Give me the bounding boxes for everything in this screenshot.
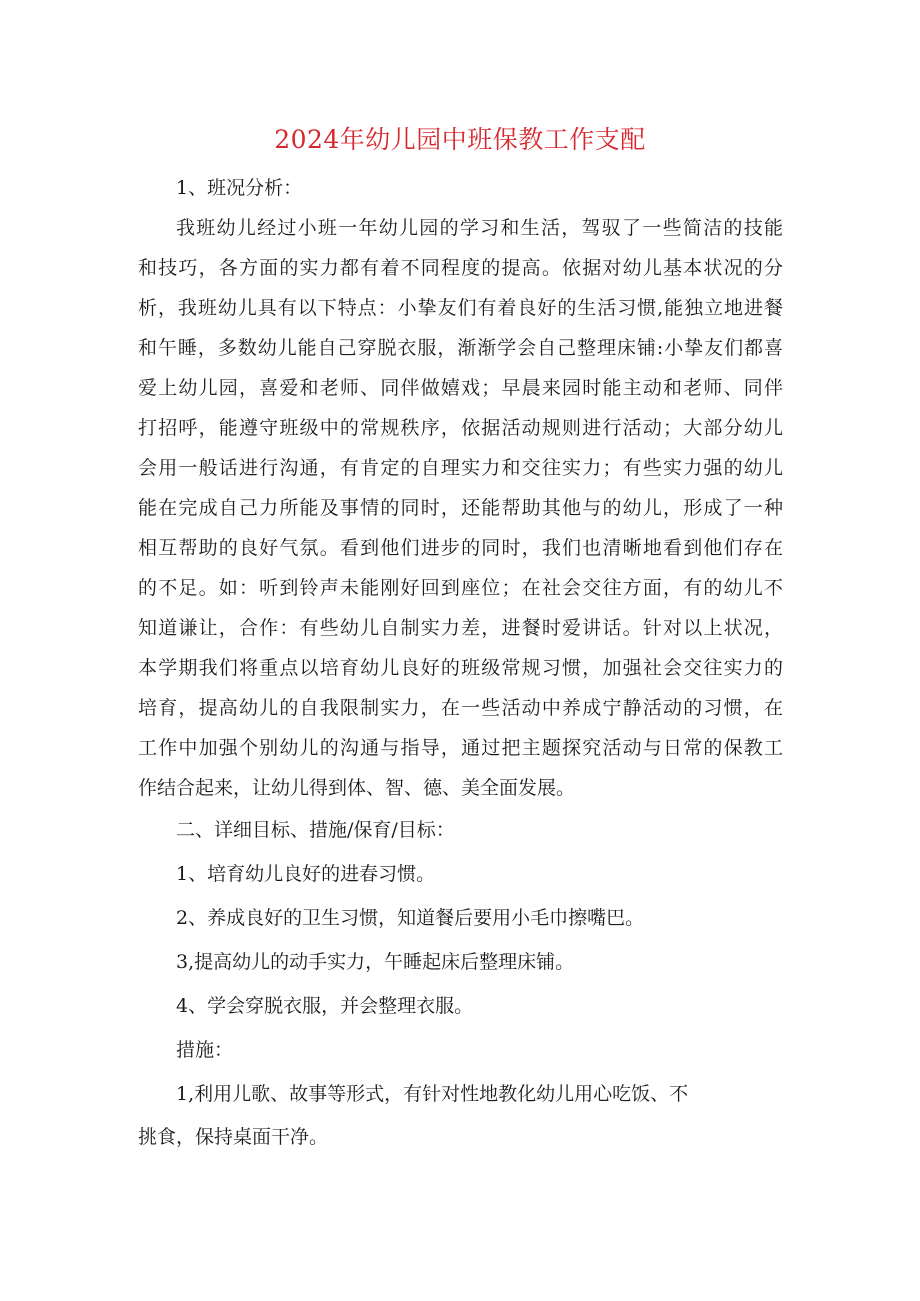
measure-line: 1,利用儿歌、故事等形式，有针对性地教化幼儿用心吃饭、不 (176, 1083, 689, 1105)
document-body (138, 168, 783, 1158)
measures-heading: 措施： (176, 1039, 234, 1061)
list-item: 4、学会穿脱衣服，并会整理衣服。 (176, 995, 474, 1017)
list-item: 1、培育幼儿良好的进春习惯。 (176, 863, 436, 885)
document-title: 2024年幼儿园中班保教工作支配 (274, 125, 646, 154)
goals-list (138, 852, 783, 1028)
paragraph-line: 知道谦让，合作：有些幼儿自制实力差，进餐时爱讲话。针对以上状况， (138, 617, 783, 639)
list-item: 3,提高幼儿的动手实力，午睡起床后整理床铺。 (176, 951, 575, 973)
section-heading-class-analysis: 1、班况分析： (176, 177, 303, 199)
paragraph-line: 会用一般话进行沟通，有肯定的自理实力和交往实力；有些实力强的幼儿 (138, 457, 783, 479)
paragraph-line: 能在完成自己力所能及事情的同时，还能帮助其他与的幼儿，形成了一种 (138, 497, 783, 519)
paragraph-line: 打招呼，能遵守班级中的常规秩序，依据活动规则进行活动；大部分幼儿 (138, 417, 783, 439)
paragraph-line: 相互帮助的良好气氛。看到他们进步的同时，我们也清晰地看到他们存在 (138, 537, 783, 559)
paragraph-line: 工作中加强个别幼儿的沟通与指导，通过把主题探究活动与日常的保教工 (138, 737, 783, 759)
paragraph-line: 和午睡，多数幼儿能自己穿脱衣服，渐渐学会自己整理床铺:小挚友们都喜 (138, 337, 783, 359)
class-analysis-paragraph (138, 208, 783, 808)
measure-item (138, 1072, 783, 1158)
paragraph-line: 的不足。如：听到铃声未能刚好回到座位；在社会交往方面，有的幼儿不 (138, 577, 783, 599)
measure-line: 挑食，保持桌面干净。 (138, 1126, 329, 1148)
list-item: 2、养成良好的卫生习惯，知道餐后要用小毛巾擦嘴巴。 (176, 907, 645, 929)
paragraph-line: 和技巧，各方面的实力都有着不同程度的提高。依据对幼儿基本状况的分 (138, 257, 783, 279)
paragraph-line: 培育，提高幼儿的自我限制实力，在一些活动中养成宁静活动的习惯，在 (138, 697, 783, 719)
paragraph-line: 我班幼儿经过小班一年幼儿园的学习和生活，驾驭了一些简洁的技能 (176, 217, 783, 239)
paragraph-line: 作结合起来，让幼儿得到体、智、德、美全面发展。 (138, 777, 576, 799)
paragraph-line: 爱上幼儿园，喜爱和老师、同伴做嬉戏；早晨来园时能主动和老师、同伴 (138, 377, 783, 399)
paragraph-line: 析，我班幼儿具有以下特点：小挚友们有着良好的生活习惯,能独立地进餐 (138, 297, 783, 319)
section-heading-goals-measures: 二、详细目标、措施/保育/目标： (176, 819, 455, 841)
paragraph-line: 本学期我们将重点以培育幼儿良好的班级常规习惯，加强社会交往实力的 (138, 657, 783, 679)
